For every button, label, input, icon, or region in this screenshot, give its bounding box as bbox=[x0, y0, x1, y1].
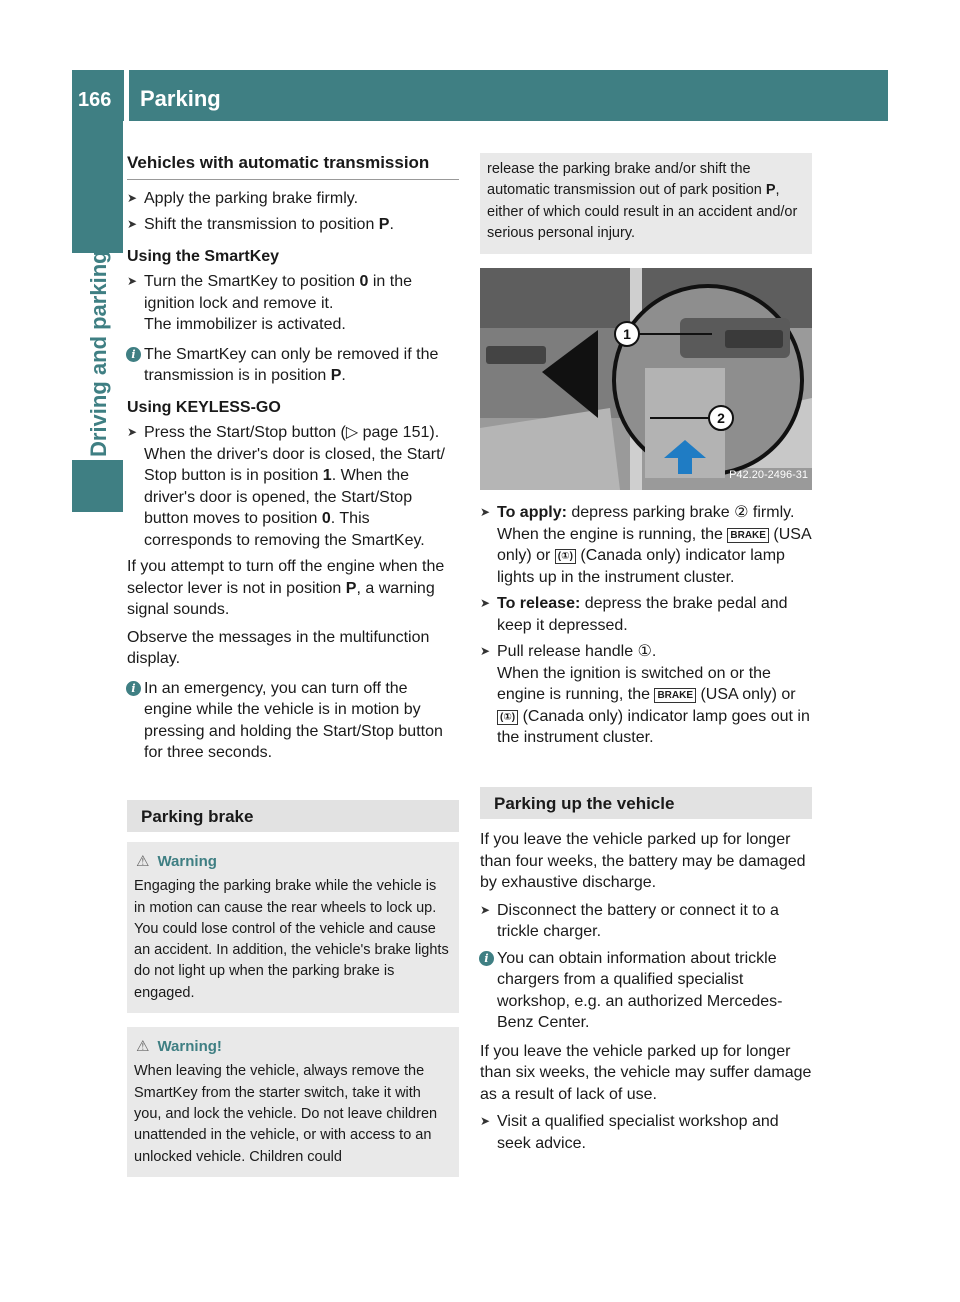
step-shift-p: ➤ Shift the transmission to position P. bbox=[127, 214, 459, 236]
warning-text: When leaving the vehicle, always remove the SmartKey from the starter switch, take it with you, and lock the vehicle. Do not leave children unattended in the vehicle, or with access to an unlocked vehicle. Children could bbox=[134, 1063, 438, 1165]
warning-title: ⚠ Warning! bbox=[134, 1036, 451, 1057]
brake-warning-icon: BRAKE bbox=[727, 528, 769, 543]
callout-2: 2 bbox=[717, 410, 725, 427]
side-tab bbox=[72, 121, 123, 253]
step-visit-workshop: ➤ Visit a qualified specialist workshop and seek advice. bbox=[480, 1111, 812, 1154]
step-apply-brake: ➤ Apply the parking brake firmly. bbox=[127, 188, 459, 210]
info-note-smartkey: i The SmartKey can only be removed if the transmission is in position P. bbox=[127, 344, 459, 387]
step-smartkey: ➤ Turn the SmartKey to position 0 in the ignition lock and remove it. The immobilizer is activated. bbox=[127, 271, 459, 336]
warning-triangle-icon: ⚠ bbox=[136, 1038, 150, 1056]
side-tab-block bbox=[72, 460, 123, 512]
info-note-trickle: i You can obtain information about trickle chargers from a qualified specialist workshop, e.g. an authorized Mercedes-Benz Center. bbox=[480, 948, 812, 1034]
parking-brake-figure bbox=[480, 268, 812, 490]
canada-brake-icon: (①) bbox=[497, 710, 518, 725]
subhead-keyless: Using KEYLESS-GO bbox=[127, 398, 281, 416]
step-pull-handle: ➤ Pull release handle ①. When the ignition is switched on or the engine is running, the BRAKE (USA only) or (①) (Canada only) indicator lamp goes out in the instrument cluster. bbox=[480, 641, 812, 749]
section-title-parking-up: Parking up the vehicle bbox=[480, 787, 812, 820]
page-title: Parking bbox=[140, 86, 221, 111]
section-title-parking-brake: Parking brake bbox=[127, 800, 459, 833]
warning-text: Engaging the parking brake while the vehicle is in motion can cause the rear wheels to lock up. You could lose control of the vehicle and cause an accident. In addition, the vehicle's brake lights do not light up when the parking brake is engaged. bbox=[134, 878, 449, 1001]
header-divider bbox=[124, 70, 129, 121]
paragraph-six-weeks: If you leave the vehicle parked up for longer than six weeks, the vehicle may suffer damage as a result of lack of use. bbox=[480, 1042, 812, 1103]
paragraph-multifunction: Observe the messages in the multifunction display. bbox=[127, 628, 430, 667]
side-tab-label: Driving and parking bbox=[86, 250, 111, 457]
info-icon: i bbox=[126, 347, 141, 362]
parking-brake-illustration bbox=[480, 268, 812, 490]
left-column bbox=[127, 152, 459, 1177]
warning-box-children bbox=[127, 1027, 459, 1177]
right-column bbox=[480, 153, 812, 1159]
step-apply: ➤ To apply: depress parking brake ② firmly. When the engine is running, the BRAKE (USA only) or (①) (Canada only) indicator lamp lights up in the instrument cluster. bbox=[480, 502, 812, 588]
subhead-smartkey: Using the SmartKey bbox=[127, 247, 280, 265]
callout-1: 1 bbox=[623, 326, 631, 343]
figure-code: P42.20-2496-31 bbox=[729, 468, 808, 481]
step-release: ➤ To release: depress the brake pedal and keep it depressed. bbox=[480, 593, 812, 636]
section-title-automatic: Vehicles with automatic transmission bbox=[127, 152, 459, 180]
paragraph-four-weeks: If you leave the vehicle parked up for longer than four weeks, the battery may be damaged by exhaustive discharge. bbox=[480, 831, 806, 892]
brake-warning-icon: BRAKE bbox=[654, 688, 696, 703]
step-keyless: ➤ Press the Start/Stop button (▷ page 151). When the driver's door is closed, the Start/ Stop button is in position 1. When the driver's door is opened, the Start/Stop button moves to position 0. This corresponds to removing the SmartKey. bbox=[127, 422, 459, 551]
warning-title: ⚠ Warning bbox=[134, 851, 451, 872]
warning-continuation: release the parking brake and/or shift the automatic transmission out of park position P, either of which could result in an accident and/or serious personal injury. bbox=[480, 153, 812, 254]
page-number: 166 bbox=[78, 89, 112, 111]
info-icon: i bbox=[126, 681, 141, 696]
warning-triangle-icon: ⚠ bbox=[136, 853, 150, 870]
warning-box-lock bbox=[127, 842, 459, 1013]
info-icon: i bbox=[479, 951, 494, 966]
info-note-emergency: i In an emergency, you can turn off the engine while the vehicle is in motion by pressing and holding the Start/Stop button for three seconds. bbox=[127, 678, 459, 764]
paragraph-warning-signal: If you attempt to turn off the engine when the selector lever is not in position P, a warning signal sounds. bbox=[127, 558, 445, 618]
canada-brake-icon: (①) bbox=[555, 549, 576, 564]
step-battery: ➤ Disconnect the battery or connect it to a trickle charger. bbox=[480, 900, 812, 943]
